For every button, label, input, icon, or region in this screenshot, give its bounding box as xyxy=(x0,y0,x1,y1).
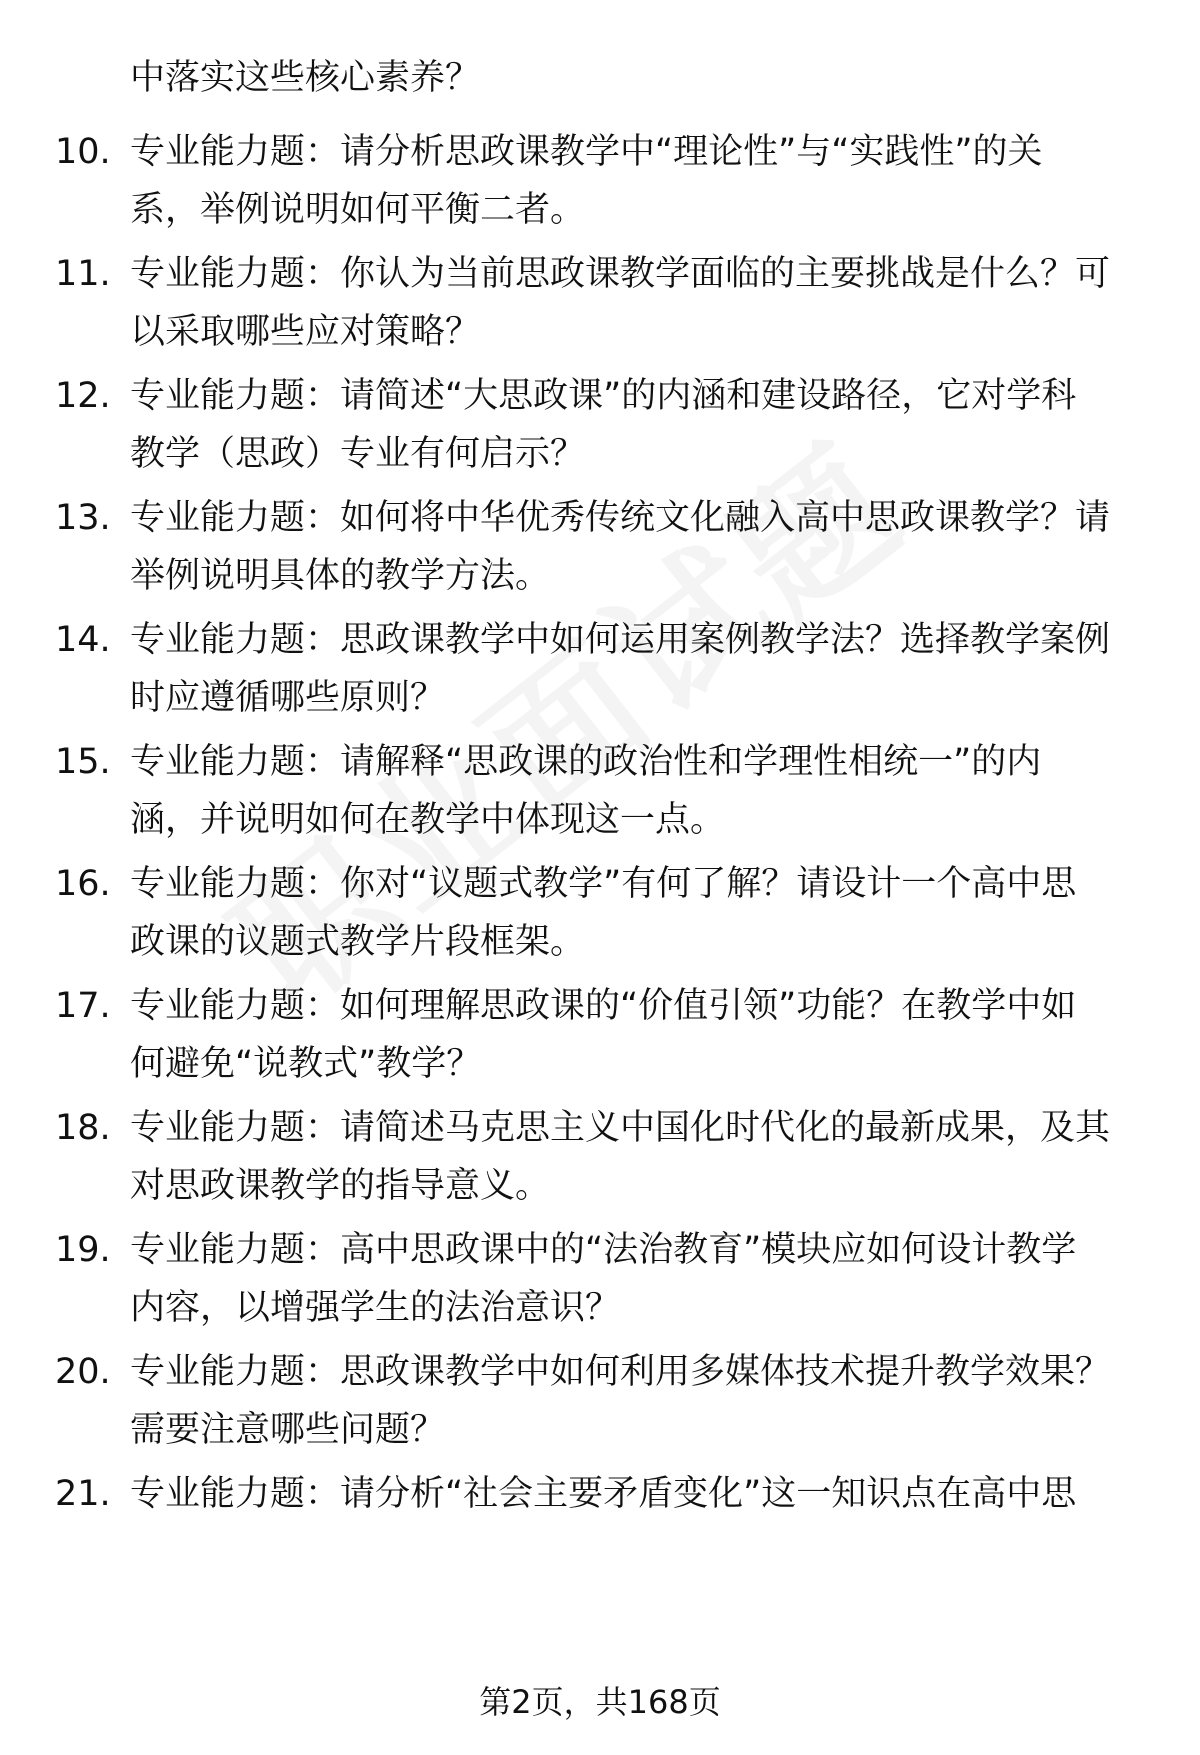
question-item xyxy=(0,1104,1200,1204)
question-item xyxy=(0,738,1200,838)
question-item xyxy=(0,372,1200,472)
question-item xyxy=(0,982,1200,1082)
question-item xyxy=(0,1226,1200,1326)
question-text-line1: 专业能力题：高中思政课中的“法治教育”模块应如何设计教学 xyxy=(130,1230,1077,1270)
question-text-line2: 系，举例说明如何平衡二者。 xyxy=(130,190,586,230)
question-item xyxy=(0,616,1200,716)
question-item xyxy=(0,494,1200,594)
question-number: 14. xyxy=(55,620,111,660)
question-number: 21. xyxy=(55,1474,111,1514)
question-text-line2: 何避免“说教式”教学？ xyxy=(130,1044,482,1084)
question-text-line2: 政课的议题式教学片段框架。 xyxy=(130,922,586,962)
question-text-line1: 专业能力题：请解释“思政课的政治性和学理性相统一”的内 xyxy=(130,742,1042,782)
question-item xyxy=(0,1348,1200,1448)
question-number: 10. xyxy=(55,132,111,172)
question-text-line1: 专业能力题：如何理解思政课的“价值引领”功能？在教学中如 xyxy=(130,986,1077,1026)
question-item xyxy=(0,1470,1200,1570)
question-number: 16. xyxy=(55,864,111,904)
question-text-line1: 专业能力题：思政课教学中如何运用案例教学法？选择教学案例 xyxy=(130,620,1111,660)
question-number: 18. xyxy=(55,1108,111,1148)
question-item xyxy=(0,860,1200,960)
page-footer: 第2页，共168页 xyxy=(479,1683,721,1721)
question-text-line2: 对思政课教学的指导意义。 xyxy=(130,1166,551,1206)
question-text-line1: 专业能力题：请分析“社会主要矛盾变化”这一知识点在高中思 xyxy=(130,1474,1077,1514)
question-number: 17. xyxy=(55,986,111,1026)
question-text-line2: 教学（思政）专业有何启示？ xyxy=(130,434,586,474)
question-text-line2: 涵，并说明如何在教学中体现这一点。 xyxy=(130,800,726,840)
question-number: 13. xyxy=(55,498,111,538)
continued-line: 中落实这些核心素养？ xyxy=(130,58,481,98)
question-text-line1: 专业能力题：你认为当前思政课教学面临的主要挑战是什么？可 xyxy=(130,254,1111,294)
question-number: 15. xyxy=(55,742,111,782)
question-text-line1: 专业能力题：请分析思政课教学中“理论性”与“实践性”的关 xyxy=(130,132,1043,172)
question-text-line1: 专业能力题：请简述马克思主义中国化时代化的最新成果，及其 xyxy=(130,1108,1111,1148)
question-number: 12. xyxy=(55,376,111,416)
question-text-line1: 专业能力题：如何将中华优秀传统文化融入高中思政课教学？请 xyxy=(130,498,1111,538)
question-item xyxy=(0,128,1200,228)
question-number: 11. xyxy=(55,254,111,294)
question-text-line2: 举例说明具体的教学方法。 xyxy=(130,556,551,596)
question-text-line1: 专业能力题：请简述“大思政课”的内涵和建设路径，它对学科 xyxy=(130,376,1077,416)
question-text-line2: 内容，以增强学生的法治意识？ xyxy=(130,1288,621,1328)
question-text-line2: 以采取哪些应对策略？ xyxy=(130,312,481,352)
question-text-line1: 专业能力题：你对“议题式教学”有何了解？请设计一个高中思 xyxy=(130,864,1077,904)
question-item xyxy=(0,250,1200,350)
question-text-line2: 时应遵循哪些原则？ xyxy=(130,678,446,718)
question-text-line1: 专业能力题：思政课教学中如何利用多媒体技术提升教学效果？ xyxy=(130,1352,1111,1392)
question-text-line2: 需要注意哪些问题？ xyxy=(130,1410,446,1450)
question-number: 20. xyxy=(55,1352,111,1392)
question-number: 19. xyxy=(55,1230,111,1270)
